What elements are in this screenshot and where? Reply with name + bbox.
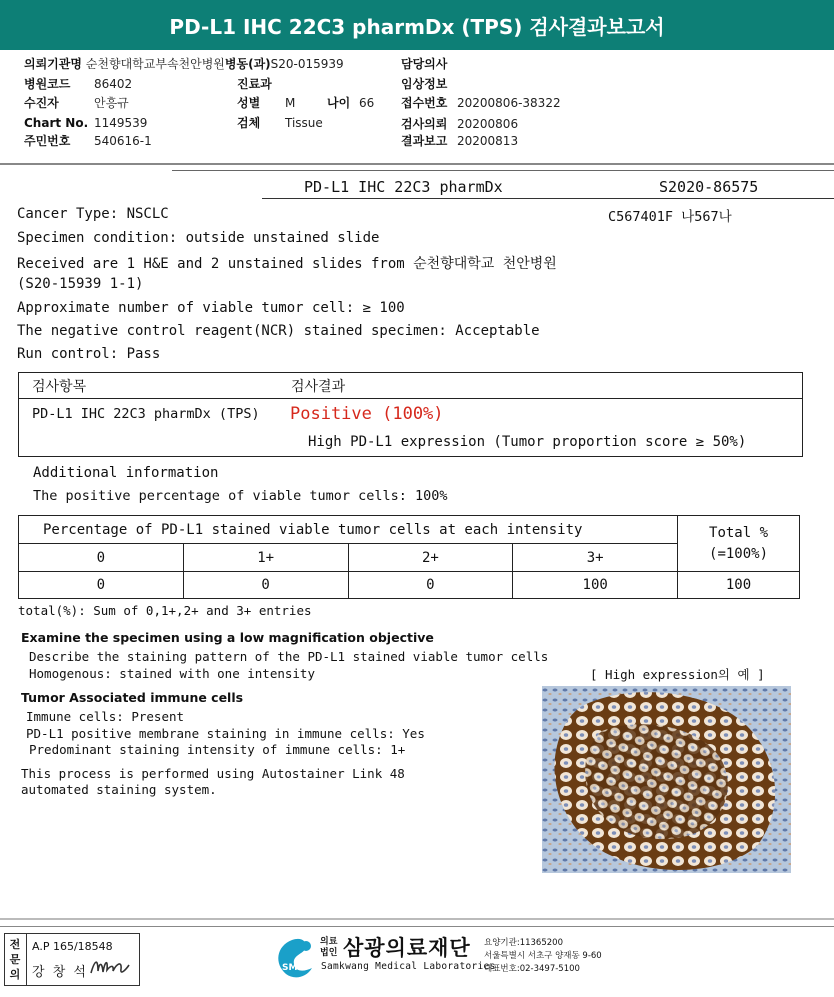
test-name-heading: PD-L1 IHC 22C3 pharmDx <box>304 178 503 196</box>
cancer-type: Cancer Type: NSCLC <box>17 206 169 222</box>
signature-icon <box>89 955 133 981</box>
result-item: PD-L1 IHC 22C3 pharmDx (TPS) <box>32 406 260 422</box>
intensity-table <box>18 515 800 599</box>
report-title: PD-L1 IHC 22C3 pharmDx (TPS) 검사결과보고서 <box>0 0 834 50</box>
total-note: total(%): Sum of 0,1+,2+ and 3+ entries <box>18 603 312 618</box>
value-1: 0 <box>183 572 348 599</box>
immune-line-2: PD-L1 positive membrane staining in immune cells: Yes <box>26 726 425 741</box>
run-control: Run control: Pass <box>17 346 161 362</box>
department-label: 진료과 <box>237 77 272 91</box>
receipt-row: 접수번호 20200806-38322 <box>401 96 561 110</box>
org-prefix: 의료 법인 <box>320 937 338 958</box>
clinical-info-label: 임상정보 <box>401 77 448 91</box>
result-col-result-header: 검사결과 <box>291 379 346 395</box>
org-contact <box>484 937 602 976</box>
positive-percentage: The positive percentage of viable tumor cells: 100% <box>33 488 448 504</box>
examine-line-2: Homogenous: stained with one intensity <box>29 666 315 681</box>
hospital-code-row: 병원코드 86402 <box>24 77 133 91</box>
ihc-example-image <box>542 686 791 873</box>
level-3: 3+ <box>513 544 678 572</box>
immune-heading: Tumor Associated immune cells <box>21 690 244 705</box>
image-caption: [ High expression의 예 ] <box>590 667 765 682</box>
level-1: 1+ <box>183 544 348 572</box>
org-phone: 대표번호:02-3497-5100 <box>484 964 580 974</box>
specimen-code: C567401F 나567나 <box>608 209 732 225</box>
stamp-divider <box>26 933 27 986</box>
org-english: Samkwang Medical Laboratories <box>321 961 496 972</box>
header-divider <box>0 163 834 165</box>
result-box-divider <box>18 398 803 399</box>
ihc-micrograph <box>542 686 791 873</box>
immune-line-1: Immune cells: Present <box>26 709 185 724</box>
immune-line-3: Predominant staining intensity of immune cells: 1+ <box>29 742 406 757</box>
value-0: 0 <box>19 572 184 599</box>
logo-text: SML <box>282 963 304 973</box>
chart-row: Chart No. 1149539 <box>24 116 148 130</box>
additional-heading: Additional information <box>33 465 219 481</box>
level-2: 2+ <box>348 544 513 572</box>
result-col-item-header: 검사항목 <box>32 379 87 395</box>
pathologist-name: 강 창 석 <box>32 965 88 980</box>
process-line-1: This process is performed using Autostainer Link 48 <box>21 766 405 781</box>
org-id: 요양기관:11365200 <box>484 938 563 948</box>
request-row: 검사의뢰 20200806 <box>401 117 519 131</box>
org-address: 서울특별시 서초구 양재동 9-60 <box>484 951 602 961</box>
doctor-label: 담당의사 <box>401 57 448 71</box>
total-header: Total % (=100%) <box>678 516 800 572</box>
ap-number: A.P 165/18548 <box>32 940 113 953</box>
footer-divider-top <box>0 918 834 920</box>
viable-cells: Approximate number of viable tumor cell: ≥ 100 <box>17 300 405 316</box>
value-3: 100 <box>513 572 678 599</box>
stamp-label: 전문의 <box>9 938 21 981</box>
report-number: S2020-86575 <box>659 178 759 196</box>
received-line-2: (S20-15939 1-1) <box>17 276 144 292</box>
examine-line-1: Describe the staining pattern of the PD-L1 stained viable tumor cells <box>29 649 549 664</box>
report-top-rule <box>172 170 834 171</box>
ncr-status: The negative control reagent(NCR) stained specimen: Acceptable <box>17 323 540 339</box>
id-row: 주민번호 540616-1 <box>24 134 152 148</box>
level-0: 0 <box>19 544 184 572</box>
value-total: 100 <box>678 572 800 599</box>
patient-row: 수진자 안흥규 <box>24 96 129 110</box>
examine-heading: Examine the specimen using a low magnification objective <box>21 630 434 645</box>
process-line-2: automated staining system. <box>21 782 217 797</box>
received-line-1: Received are 1 H&E and 2 unstained slides from 순천향대학교 천안병원 <box>17 256 557 272</box>
intensity-header: Percentage of PD-L1 stained viable tumor cells at each intensity <box>19 516 678 544</box>
org-name: 삼광의료재단 <box>343 936 471 960</box>
institution-row: 의뢰기관명 순천향대학교부속천안병원병동(과)S20-015939 <box>24 57 344 71</box>
sex-age-row: 성별 M 나이 66 <box>237 96 375 110</box>
result-value: Positive (100%) <box>290 404 444 424</box>
heading-underline <box>262 198 834 199</box>
footer-divider-bottom <box>0 926 834 927</box>
report-date-row: 결과보고 20200813 <box>401 134 519 148</box>
result-interpretation: High PD-L1 expression (Tumor proportion score ≥ 50%) <box>308 434 747 450</box>
value-2: 0 <box>348 572 513 599</box>
specimen-row: 검체 Tissue <box>237 116 323 130</box>
sml-logo-icon <box>272 934 320 982</box>
specimen-condition: Specimen condition: outside unstained slide <box>17 230 380 246</box>
